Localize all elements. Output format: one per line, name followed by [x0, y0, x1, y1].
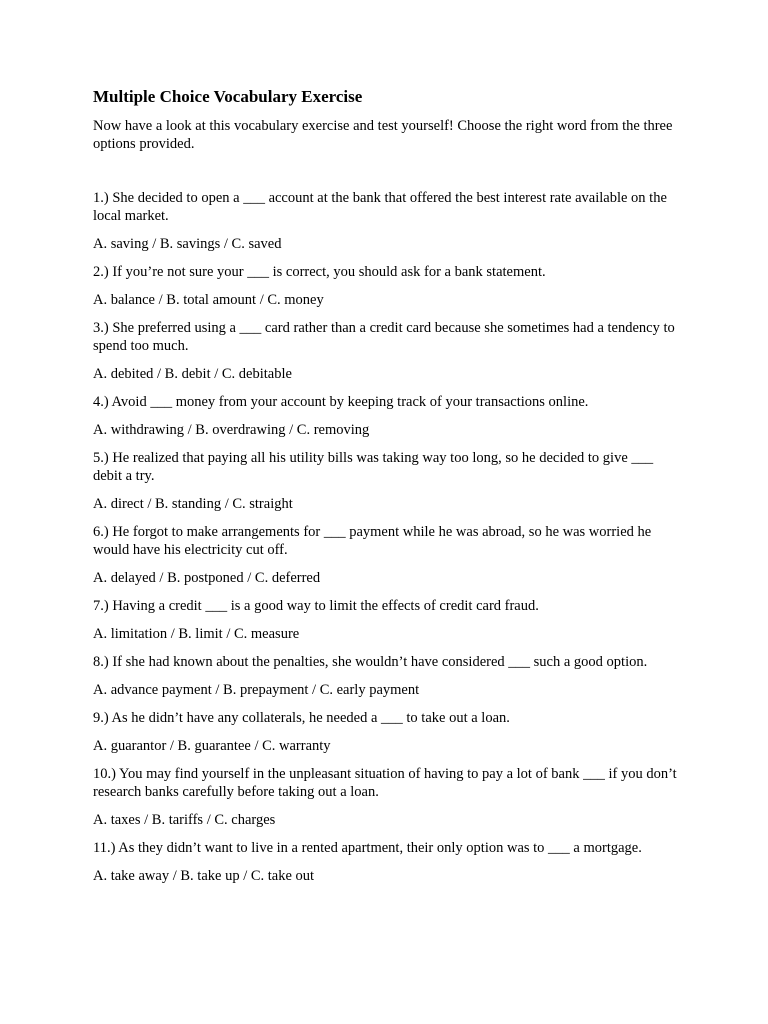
question-item — [93, 319, 678, 383]
answer-options: A. direct / B. standing / C. straight — [93, 496, 293, 512]
answer-options: A. saving / B. savings / C. saved — [93, 236, 282, 252]
answer-options: A. guarantor / B. guarantee / C. warranty — [93, 738, 331, 754]
question-text: 8.) If she had known about the penalties, she wouldn’t have considered ___ such a good option. — [93, 654, 648, 670]
question-text: 4.) Avoid ___ money from your account by keeping track of your transactions online. — [93, 394, 589, 410]
answer-options: A. balance / B. total amount / C. money — [93, 292, 324, 308]
question-item — [93, 393, 678, 439]
question-text: 6.) He forgot to make arrangements for ___ payment while he was abroad, so he was worried he would have his electricity cut off. — [93, 524, 652, 558]
question-list — [93, 189, 678, 885]
question-item — [93, 523, 678, 587]
question-item — [93, 263, 678, 309]
answer-options: A. advance payment / B. prepayment / C. early payment — [93, 682, 420, 698]
answer-options: A. taxes / B. tariffs / C. charges — [93, 812, 276, 828]
question-text: 10.) You may find yourself in the unpleasant situation of having to pay a lot of bank ___ if you don’t research banks carefully before taking out a loan. — [93, 766, 677, 800]
document-page — [93, 86, 678, 895]
question-text: 11.) As they didn’t want to live in a rented apartment, their only option was to ___ a mortgage. — [93, 840, 642, 856]
question-text: 7.) Having a credit ___ is a good way to limit the effects of credit card fraud. — [93, 598, 539, 614]
page-title: Multiple Choice Vocabulary Exercise — [93, 87, 363, 106]
answer-options: A. withdrawing / B. overdrawing / C. removing — [93, 422, 370, 438]
question-item — [93, 709, 678, 755]
answer-options: A. take away / B. take up / C. take out — [93, 868, 315, 884]
question-item — [93, 597, 678, 643]
question-item — [93, 653, 678, 699]
question-item — [93, 449, 678, 513]
answer-options: A. limitation / B. limit / C. measure — [93, 626, 300, 642]
question-text: 2.) If you’re not sure your ___ is correct, you should ask for a bank statement. — [93, 264, 546, 280]
question-text: 9.) As he didn’t have any collaterals, he needed a ___ to take out a loan. — [93, 710, 510, 726]
question-text: 3.) She preferred using a ___ card rather than a credit card because she sometimes had a tendency to spend too much. — [93, 320, 675, 354]
question-text: 5.) He realized that paying all his utility bills was taking way too long, so he decided to give ___ debit a try. — [93, 450, 654, 484]
answer-options: A. debited / B. debit / C. debitable — [93, 366, 292, 382]
question-text: 1.) She decided to open a ___ account at the bank that offered the best interest rate available on the local market. — [93, 190, 667, 224]
intro-paragraph: Now have a look at this vocabulary exercise and test yourself! Choose the right word from the three options provided. — [93, 118, 673, 152]
answer-options: A. delayed / B. postponed / C. deferred — [93, 570, 321, 586]
question-item — [93, 839, 678, 885]
question-item — [93, 189, 678, 253]
question-item — [93, 765, 678, 829]
